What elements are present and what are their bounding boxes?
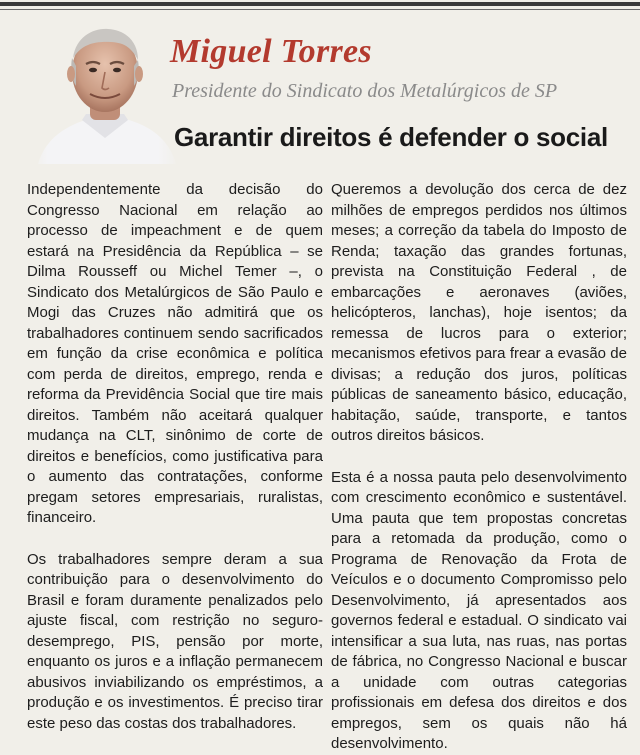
paragraph: Independentemente da decisão do Congresso Nacional em relação ao processo de impeachment e de quem estará na Presidência da República – se Dilma Rousseff ou Michel Temer –, o Sindicato dos Metalúrgicos de São Paulo e Mogi das Cruzes não admitirá que os trabalhadores continuem sendo sacrificados em função da crise econômica e política com perda de direitos, emprego, renda e reforma da Previdência Social que tire mais direitos. Também não aceitará qualquer mudança na CLT, sinônimo de corte de direitos e benefícios, como justificativa para o aumento das contratações, conforme pregam setores empresariais, ruralistas, financeiro.	[27, 181, 323, 526]
author-portrait	[30, 14, 180, 164]
article-column-left	[27, 180, 323, 734]
paragraph: Os trabalhadores sempre deram a sua contribuição para o desenvolvimento do Brasil e foram duramente penalizados pelo ajuste fiscal, com restrição no seguro-desemprego, PIS, pensão por morte, enquanto os juros e a inflação permanecem abusivos inviabilizando os empréstimos, a produção e os investimentos. É preciso tirar este peso das costas dos trabalhadores.	[27, 550, 323, 732]
paragraph: Queremos a devolução dos cerca de dez milhões de empregos perdidos nos últimos meses; a correção da tabela do Imposto de Renda; taxação das grandes fortunas, prevista na Constituição Federal , de embarcações e aeronaves (aviões, helicópteros, lanchas), hoje isentos; da remessa de lucros para o exterior; mecanismos efetivos para frear a evasão de divisas; a redução dos juros, políticas públicas de saneamento básico, educação, habitação, saúde, transporte, e tantos outros direitos básicos.	[331, 181, 627, 444]
article-headline: Garantir direitos é defender o social	[174, 122, 608, 152]
author-title: Presidente do Sindicato dos Metalúrgicos de SP	[172, 80, 558, 102]
top-rule	[0, 0, 640, 14]
paragraph: Esta é a nossa pauta pelo desenvolvimento com crescimento econômico e sustentável. Uma pauta que tem propostas concretas para a retomada da produção, como o Programa de Renovação da Frota de Veículos e o documento Compromisso pelo Desenvolvimento, já apresentados aos governos federal e estadual. O sindicato vai intensificar a sua luta, nas ruas, nas portas de fábrica, no Congresso Nacional e buscar a unidade com outras categorias profissionais em defesa dos direitos e dos empregos, sem os quais não há desenvolvimento.	[331, 468, 627, 752]
top-rule-thin	[0, 9, 640, 10]
top-rule-thick	[0, 2, 640, 6]
article-column-right	[331, 180, 627, 755]
author-name: Miguel Torres	[170, 33, 372, 70]
